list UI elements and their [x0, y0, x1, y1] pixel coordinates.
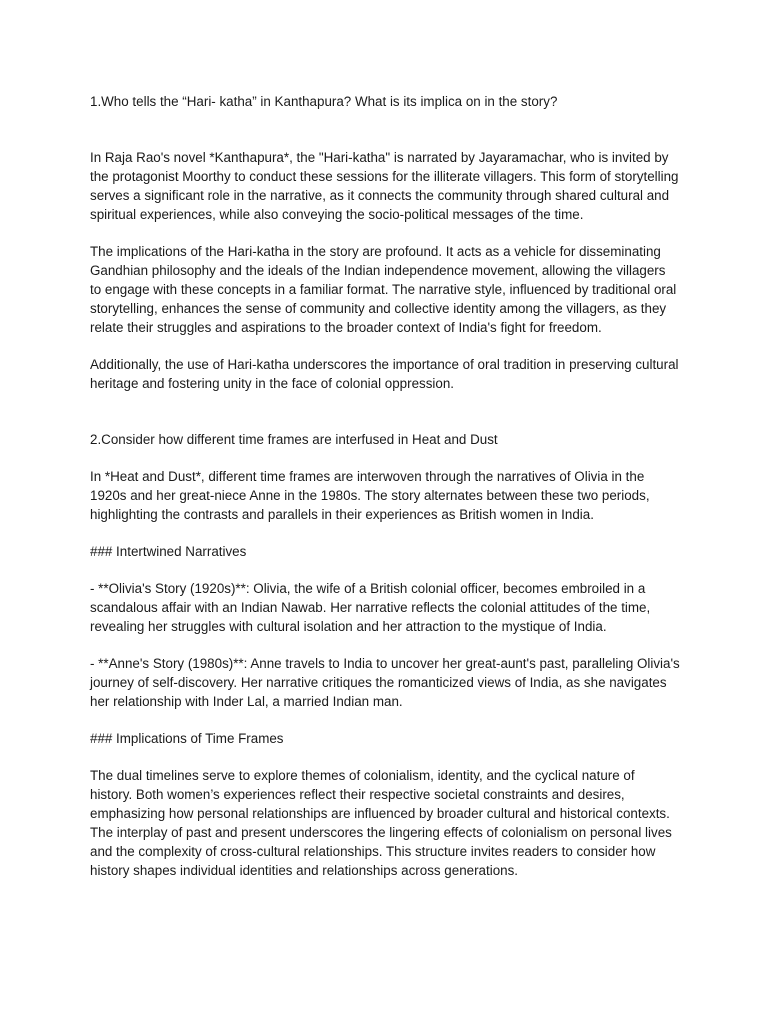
heading-implications-of-time-frames: ### Implications of Time Frames [90, 731, 284, 746]
answer-1-paragraph-3: Additionally, the use of Hari-katha underscores the importance of oral tradition in preserving cultural heritage and fostering unity in the face of colonial oppression. [90, 357, 679, 391]
question-1: 1.Who tells the “Hari- katha” in Kanthapura? What is its implica on in the story? [90, 94, 558, 109]
answer-1-paragraph-2: The implications of the Hari-katha in the story are profound. It acts as a vehicle for disseminating Gandhian philosophy and the ideals of the Indian independence movement, allowing the villagers to engage with these concepts in a familiar format. The narrative style, influenced by traditional oral storytelling, enhances the sense of community and collective identity among the villagers, as they relate their struggles and aspirations to the broader context of India's fight for freedom. [90, 244, 677, 335]
bullet-anne-story: - **Anne's Story (1980s)**: Anne travels to India to uncover her great-aunt's past, paralleling Olivia's journey of self-discovery. Her narrative critiques the romanticized views of India, as she navigates her relationship with Inder Lal, a married Indian man. [90, 656, 680, 709]
answer-2-paragraph-final: The dual timelines serve to explore themes of colonialism, identity, and the cyclical nature of history. Both women’s experiences reflect their respective societal constraints and desires, emphasizing how personal relationships are influenced by broader cultural and historical contexts. The interplay of past and present underscores the lingering effects of colonialism on personal lives and the complexity of cross-cultural relationships. This structure invites readers to consider how history shapes individual identities and relationships across generations. [90, 768, 672, 878]
document-page [90, 92, 680, 880]
heading-intertwined-narratives: ### Intertwined Narratives [90, 544, 247, 559]
answer-2-paragraph-1: In *Heat and Dust*, different time frames are interwoven through the narratives of Olivia in the 1920s and her great-niece Anne in the 1980s. The story alternates between these two periods, highlighting the contrasts and parallels in their experiences as British women in India. [90, 469, 650, 522]
answer-1-paragraph-1: In Raja Rao's novel *Kanthapura*, the "Hari-katha" is narrated by Jayaramachar, who is invited by the protagonist Moorthy to conduct these sessions for the illiterate villagers. This form of storytelling serves a significant role in the narrative, as it connects the community through shared cultural and spiritual experiences, while also conveying the socio-political messages of the time. [90, 150, 679, 222]
bullet-olivia-story: - **Olivia's Story (1920s)**: Olivia, the wife of a British colonial officer, becomes embroiled in a scandalous affair with an Indian Nawab. Her narrative reflects the colonial attitudes of the time, revealing her struggles with cultural isolation and her attraction to the mystique of India. [90, 581, 651, 634]
question-2: 2.Consider how different time frames are interfused in Heat and Dust [90, 432, 498, 447]
